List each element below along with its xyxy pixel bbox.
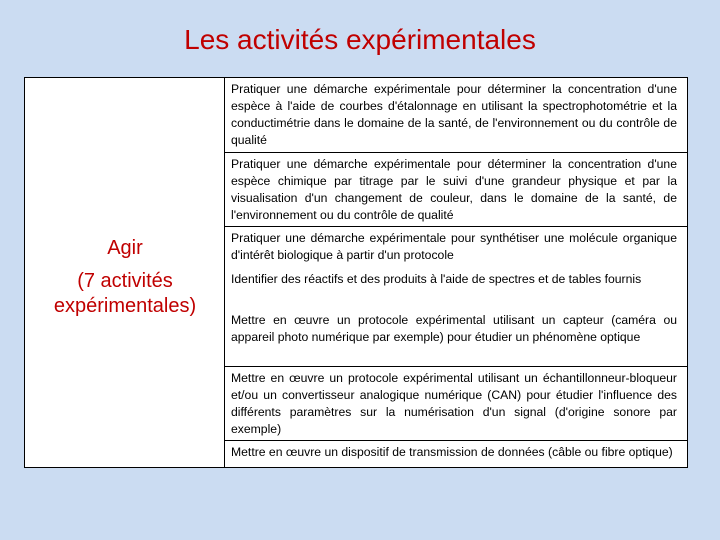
activity-row: Pratiquer une démarche expérimentale pour déterminer la concentration d'une espèce à l'aide de courbes d'étalonnage en utilisant la spectrophotométrie et la conductimétrie dans le domaine de la santé, de l'environnement ou du contrôle de qualité xyxy=(225,78,687,153)
activity-row: Identifier des réactifs et des produits à l'aide de spectres et de tables fournis xyxy=(231,272,642,286)
activity-row: Pratiquer une démarche expérimentale pour synthétiser une molécule organique d'intérêt biologique à partir d'un protocole xyxy=(231,231,677,262)
slide-title: Les activités expérimentales xyxy=(184,24,536,55)
category-count-line2: expérimentales) xyxy=(53,295,197,317)
activity-row: Pratiquer une démarche expérimentale pour déterminer la concentration d'une espèce chimique par titrage par le suivi d'une grandeur physique et par la visualisation d'un changement de couleur, dans le domaine de la santé, de l'environnement ou du contrôle de qualité xyxy=(225,153,687,227)
activities-table xyxy=(24,77,688,468)
activities-column xyxy=(225,78,687,467)
activity-row: Mettre en œuvre un protocole expérimental utilisant un échantillonneur-bloqueur et/ou un convertisseur analogique numérique (CAN) pour étudier l'influence des différents paramètres sur la numérisation d'un signal (d'origine sonore par exemple) xyxy=(225,367,687,441)
activity-row: Mettre en œuvre un protocole expérimental utilisant un capteur (caméra ou appareil photo numérique par exemple) pour étudier un phénomène optique xyxy=(225,309,687,367)
category-cell xyxy=(25,78,225,467)
activity-row: Mettre en œuvre un dispositif de transmission de données (câble ou fibre optique) xyxy=(231,445,673,459)
category-heading: Agir xyxy=(107,237,143,259)
category-count-line1: (7 activités xyxy=(77,270,173,292)
category-label xyxy=(25,233,225,319)
